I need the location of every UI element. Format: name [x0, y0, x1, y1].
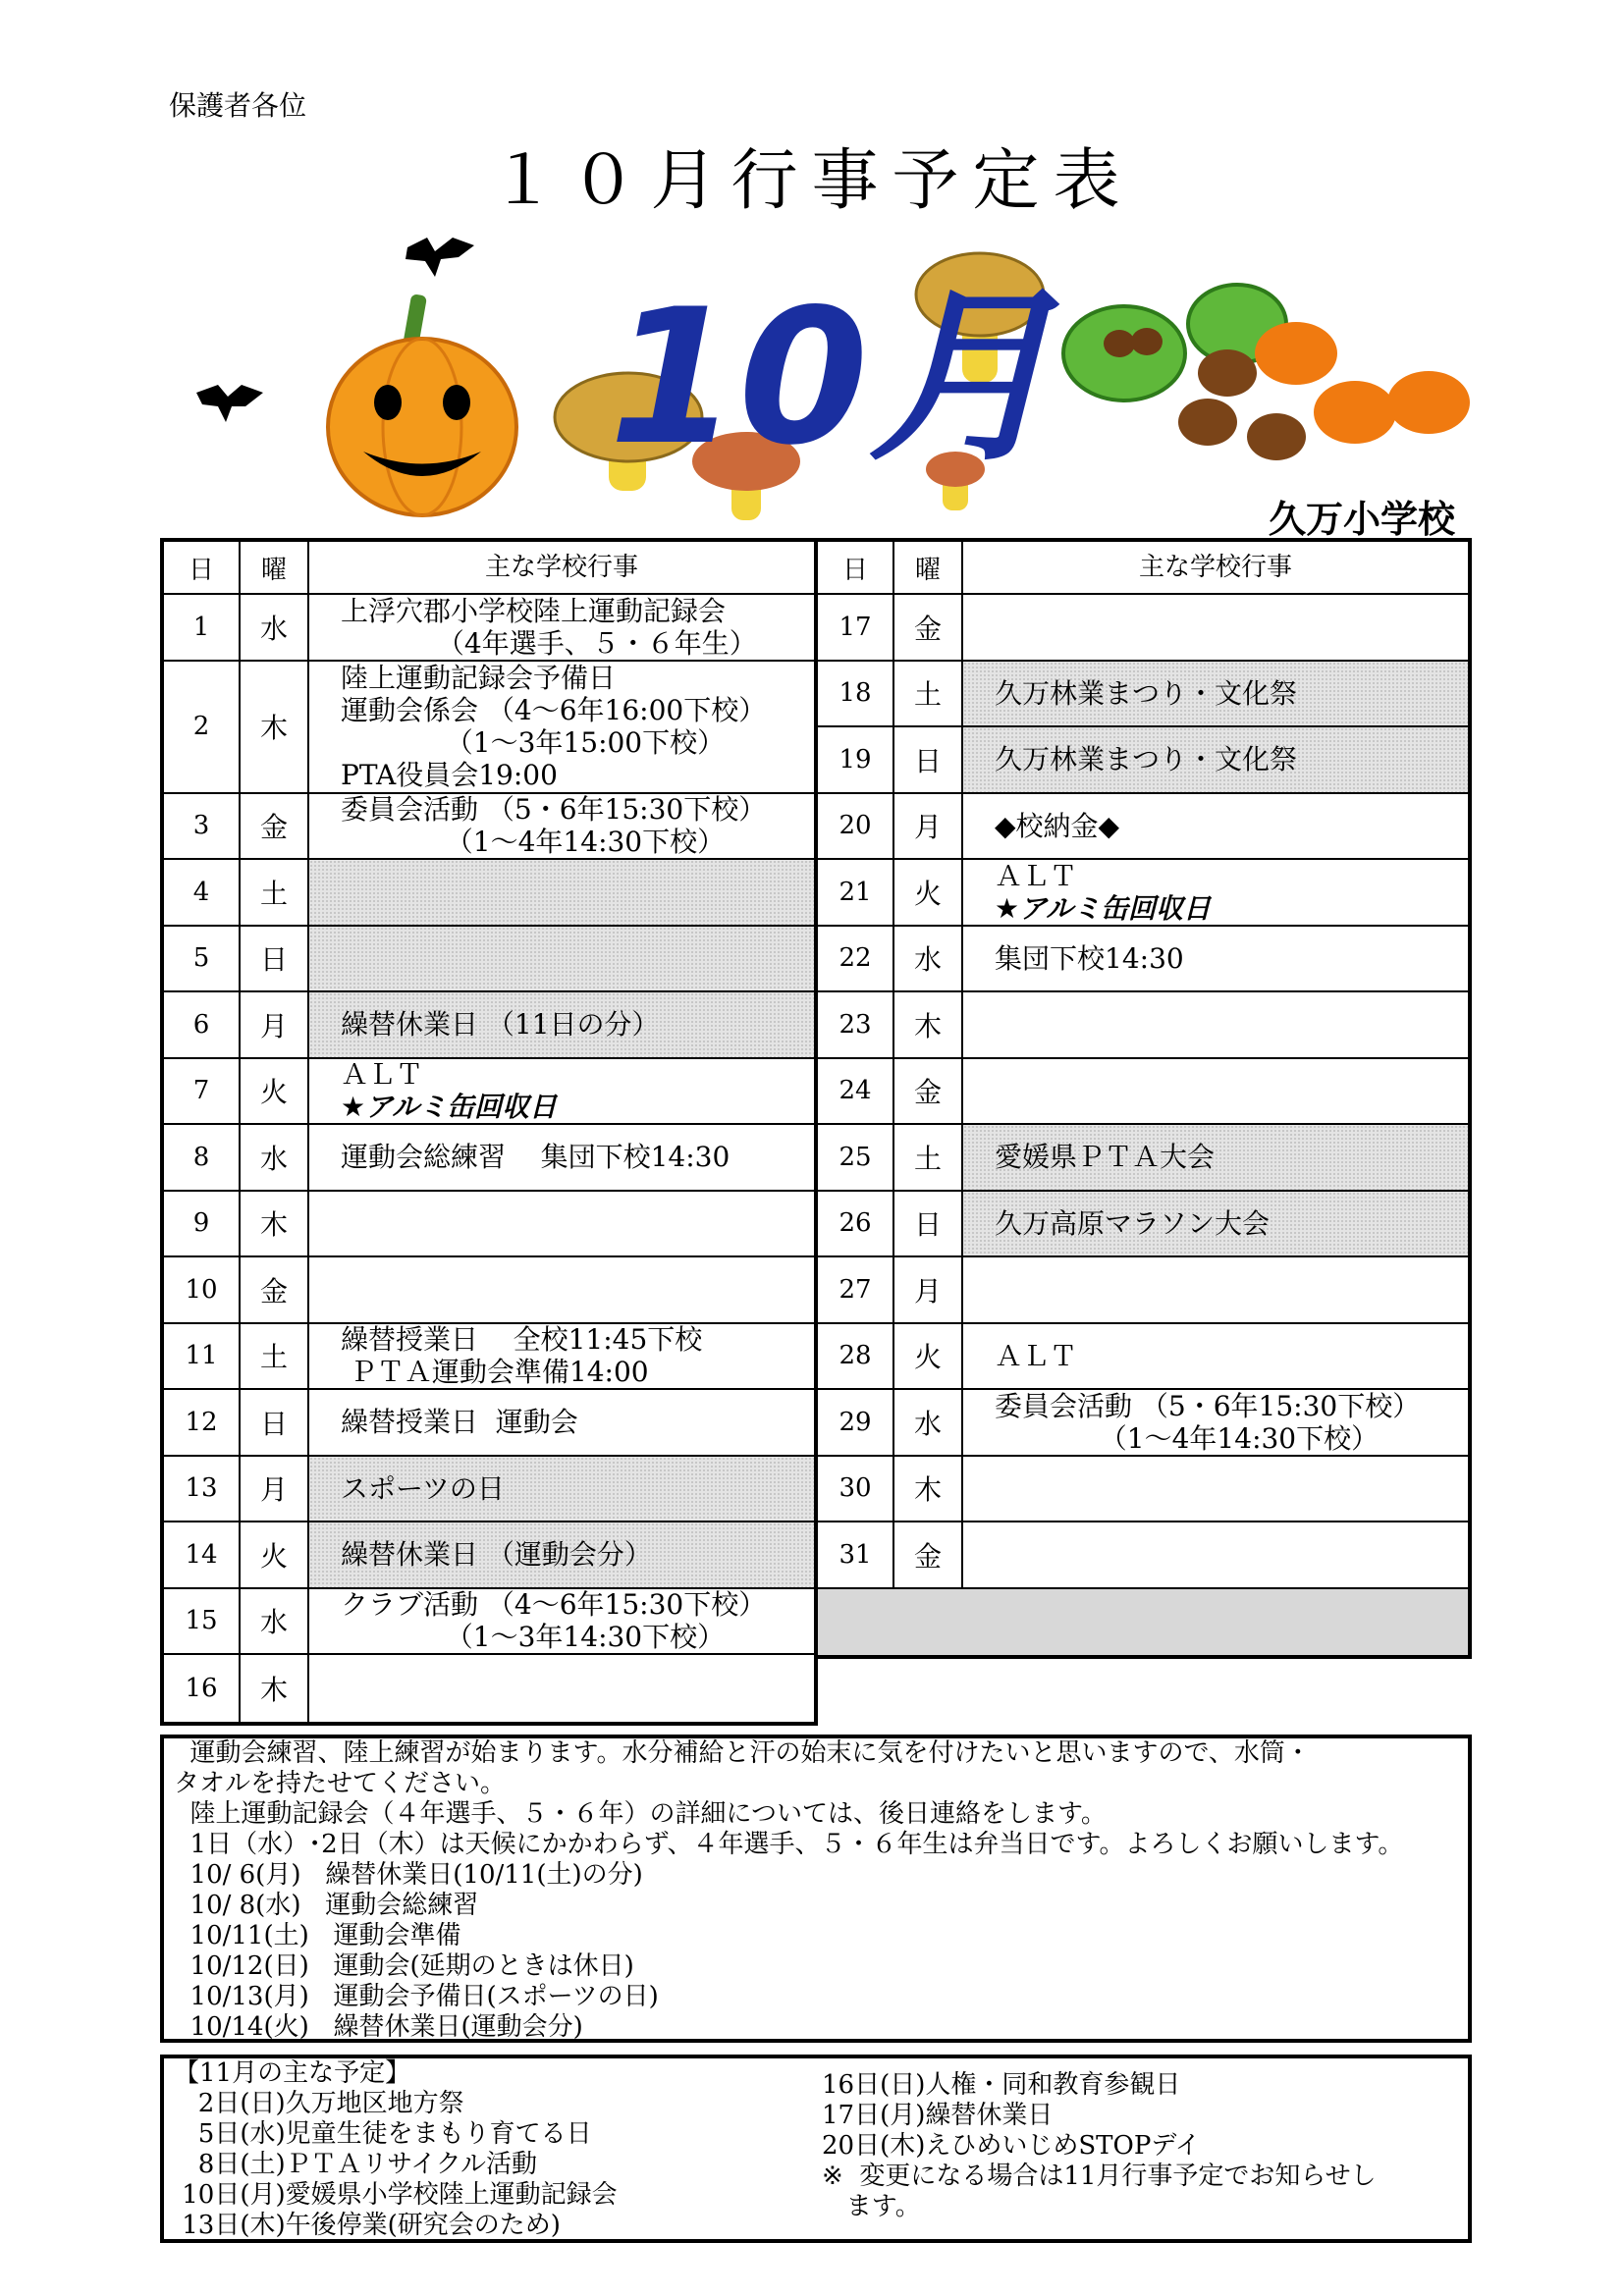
- november-list-left: 【11月の主な予定】 2日(日)久万地区地方祭 5日(水)児童生徒をまもり育てる日 8日(土)ＰＴＡリサイクル活動 10日(月)愛媛県小学校陸上運動記録会 13日(木)午後停業(研究会のため): [174, 2058, 618, 2240]
- table-row: [164, 1589, 814, 1656]
- event-cell: [309, 1522, 814, 1587]
- weekday-cell: 水: [241, 1589, 309, 1654]
- event-cell: [963, 727, 1468, 792]
- table-row: [164, 794, 814, 861]
- day-cell: 12: [164, 1390, 241, 1455]
- table-row: [818, 1324, 1468, 1391]
- event-cell: [963, 1390, 1468, 1455]
- weekday-cell: 水: [894, 1390, 963, 1455]
- day-cell: 22: [818, 927, 894, 991]
- event-cell: [963, 1125, 1468, 1190]
- day-cell: 5: [164, 927, 241, 991]
- header-weekday: 曜: [894, 542, 963, 593]
- event-text: ＡＬＴ: [995, 1339, 1078, 1372]
- event-highlight: ★アルミ缶回収日: [341, 1091, 557, 1124]
- table-header: [818, 542, 1468, 595]
- event-cell: [309, 1457, 814, 1522]
- event-cell: [963, 1257, 1468, 1322]
- day-cell: 21: [818, 860, 894, 925]
- weekday-cell: 日: [241, 1390, 309, 1455]
- weekday-cell: 金: [894, 1059, 963, 1124]
- weekday-cell: 木: [241, 1655, 309, 1722]
- event-cell: [963, 1192, 1468, 1256]
- table-row: [164, 860, 814, 927]
- november-schedule-box: [160, 2055, 1472, 2243]
- table-row: [164, 1390, 814, 1457]
- table-row: [818, 992, 1468, 1059]
- weekday-cell: 金: [894, 1522, 963, 1587]
- day-cell: 7: [164, 1059, 241, 1124]
- event-text: 久万林業まつり・文化祭: [995, 743, 1298, 776]
- table-row: [164, 1655, 814, 1722]
- header-day: 日: [818, 542, 894, 593]
- table-row: [818, 595, 1468, 662]
- event-cell: [309, 1192, 814, 1256]
- event-text: 委員会活動 （5・6年15:30下校） （1～4年14:30下校）: [995, 1389, 1421, 1455]
- event-cell: [309, 992, 814, 1057]
- day-cell: 24: [818, 1059, 894, 1124]
- event-cell: [963, 1059, 1468, 1124]
- event-cell: [309, 794, 814, 859]
- event-cell: [309, 1589, 814, 1654]
- event-text: 繰替授業日 運動会: [341, 1406, 578, 1439]
- table-row: [818, 860, 1468, 927]
- event-cell: [309, 1257, 814, 1322]
- weekday-cell: 水: [241, 1125, 309, 1190]
- event-cell: [309, 927, 814, 991]
- weekday-cell: 土: [894, 1125, 963, 1190]
- november-list-right: 16日(日)人権・同和教育参観日 17日(月)繰替休業日 20日(木)えひめいじめSTOPデイ ※ 変更になる場合は11月行事予定でお知らせし ます。: [822, 2070, 1377, 2221]
- table-row: [818, 662, 1468, 728]
- day-cell: 19: [818, 727, 894, 792]
- table-row: [818, 1390, 1468, 1457]
- weekday-cell: 月: [894, 1257, 963, 1322]
- weekday-cell: 日: [241, 927, 309, 991]
- day-cell: 27: [818, 1257, 894, 1322]
- table-row: [164, 992, 814, 1059]
- header-event: 主な学校行事: [484, 552, 638, 582]
- day-cell: 13: [164, 1457, 241, 1522]
- day-cell: 9: [164, 1192, 241, 1256]
- weekday-cell: 木: [894, 992, 963, 1057]
- weekday-cell: 火: [241, 1059, 309, 1124]
- weekday-cell: 水: [241, 595, 309, 660]
- table-row: [164, 1324, 814, 1391]
- day-cell: 17: [818, 595, 894, 660]
- weekday-cell: 月: [241, 992, 309, 1057]
- weekday-cell: 日: [894, 727, 963, 792]
- weekday-cell: 月: [894, 794, 963, 859]
- table-row: [818, 1257, 1468, 1324]
- event-cell: [309, 1324, 814, 1389]
- day-cell: 28: [818, 1324, 894, 1389]
- day-cell: 14: [164, 1522, 241, 1587]
- table-row: [164, 1125, 814, 1192]
- weekday-cell: 木: [241, 1192, 309, 1256]
- event-cell: [309, 860, 814, 925]
- event-text: クラブ活動 （4～6年15:30下校） （1～3年14:30下校）: [341, 1588, 767, 1654]
- event-cell: [963, 992, 1468, 1057]
- day-cell: 1: [164, 595, 241, 660]
- event-text: 繰替休業日 （11日の分）: [341, 1008, 660, 1041]
- event-cell: [309, 1390, 814, 1455]
- empty-row: [818, 1589, 1468, 1656]
- day-cell: 18: [818, 662, 894, 726]
- event-highlight: ★アルミ缶回収日: [995, 891, 1211, 925]
- pumpkin-icon: [328, 294, 516, 515]
- school-name: 久万小学校: [1269, 498, 1456, 541]
- table-row: [818, 794, 1468, 861]
- event-cell: [309, 1655, 814, 1722]
- event-cell: [309, 595, 814, 660]
- weekday-cell: 金: [241, 794, 309, 859]
- event-text: スポーツの日: [341, 1471, 505, 1505]
- weekday-cell: 木: [894, 1457, 963, 1522]
- day-cell: 4: [164, 860, 241, 925]
- bat-icon: [196, 385, 263, 422]
- event-cell: [309, 662, 814, 792]
- table-row: [164, 1522, 814, 1589]
- table-header: [164, 542, 814, 595]
- event-cell: [963, 1324, 1468, 1389]
- weekday-cell: 火: [241, 1522, 309, 1587]
- table-row: [818, 1192, 1468, 1258]
- day-cell: 2: [164, 662, 241, 792]
- day-cell: 23: [818, 992, 894, 1057]
- notes-box: 運動会練習、陸上練習が始まります。水分補給と汗の始末に気を付けたいと思いますので、水筒・ タオルを持たせてください。 陸上運動記録会（４年選手、５・６年）の詳細については、後日連絡をします。 1日（水）･2日（木）は天候にかかわらず、４年選手、５・６年生は弁当日です。よろしくお願いします。 10/ 6(月) 繰替休業日(10/11(土)の分) 10/ 8(水) 運動会総練習 10/11(土) 運動会準備 10/12(日) 運動会(延期のときは休日) 10/13(月) 運動会予備日(スポーツの日) 10/14(火) 繰替休業日(運動会分): [160, 1735, 1472, 2043]
- table-row: [818, 927, 1468, 993]
- table-row: [818, 1125, 1468, 1192]
- event-cell: [963, 1457, 1468, 1522]
- schedule-table-right: [814, 538, 1472, 1659]
- table-row: [164, 1457, 814, 1523]
- header-event: 主な学校行事: [1138, 552, 1292, 582]
- weekday-cell: 月: [241, 1457, 309, 1522]
- event-cell: [309, 1125, 814, 1190]
- page-title: １０月行事予定表: [489, 142, 1134, 220]
- event-text: 久万高原マラソン大会: [995, 1206, 1271, 1240]
- weekday-cell: 木: [241, 662, 309, 792]
- day-cell: 16: [164, 1655, 241, 1722]
- header-weekday: 曜: [241, 542, 309, 593]
- event-text: ＡＬＴ: [995, 859, 1078, 892]
- table-row: [818, 1522, 1468, 1589]
- event-cell: [309, 1059, 814, 1124]
- day-cell: 30: [818, 1457, 894, 1522]
- event-text: ＡＬＴ: [341, 1058, 424, 1092]
- table-row: [164, 1192, 814, 1258]
- bat-icon: [406, 238, 474, 277]
- event-cell: [963, 595, 1468, 660]
- event-text: 委員会活動 （5・6年15:30下校） （1～4年14:30下校）: [341, 793, 767, 859]
- table-row: [164, 927, 814, 993]
- day-cell: 10: [164, 1257, 241, 1322]
- event-text: 運動会総練習 集団下校14:30: [341, 1141, 730, 1174]
- day-cell: 15: [164, 1589, 241, 1654]
- day-cell: 8: [164, 1125, 241, 1190]
- weekday-cell: 金: [894, 595, 963, 660]
- weekday-cell: 土: [894, 662, 963, 726]
- weekday-cell: 土: [241, 860, 309, 925]
- event-text: ◆校納金◆: [995, 809, 1120, 842]
- day-cell: 3: [164, 794, 241, 859]
- addressee: 保護者各位: [169, 89, 307, 122]
- event-text: 繰替休業日 （運動会分）: [341, 1538, 652, 1572]
- autumn-illustration: [187, 216, 1483, 530]
- event-text: 愛媛県ＰＴＡ大会: [995, 1141, 1216, 1174]
- day-cell: 11: [164, 1324, 241, 1389]
- table-row: [818, 1457, 1468, 1523]
- weekday-cell: 水: [894, 927, 963, 991]
- event-cell: [963, 1522, 1468, 1587]
- table-row: [164, 595, 814, 662]
- event-text: 上浮穴郡小学校陸上運動記録会 （4年選手、５・６年生）: [341, 594, 757, 660]
- table-row: [818, 1059, 1468, 1126]
- table-row: [164, 1059, 814, 1126]
- day-cell: 26: [818, 1192, 894, 1256]
- table-row: [818, 727, 1468, 794]
- day-cell: 31: [818, 1522, 894, 1587]
- table-row: [164, 662, 814, 794]
- day-cell: 29: [818, 1390, 894, 1455]
- event-cell: [963, 662, 1468, 726]
- weekday-cell: 火: [894, 860, 963, 925]
- event-text: 集団下校14:30: [995, 941, 1184, 975]
- event-cell: [963, 927, 1468, 991]
- day-cell: 25: [818, 1125, 894, 1190]
- day-cell: 6: [164, 992, 241, 1057]
- weekday-cell: 土: [241, 1324, 309, 1389]
- event-cell: [963, 860, 1468, 925]
- weekday-cell: 火: [894, 1324, 963, 1389]
- schedule-table-left: [160, 538, 818, 1726]
- event-text: 陸上運動記録会予備日 運動会係会 （4～6年16:00下校） （1～3年15:00下校） PTA役員会19:00: [341, 662, 767, 791]
- day-cell: 20: [818, 794, 894, 859]
- header-day: 日: [164, 542, 241, 593]
- event-text: 久万林業まつり・文化祭: [995, 676, 1298, 710]
- month-graphic: 10月: [609, 269, 1055, 486]
- weekday-cell: 金: [241, 1257, 309, 1322]
- weekday-cell: 日: [894, 1192, 963, 1256]
- event-text: 繰替授業日 全校11:45下校 ＰＴＡ運動会準備14:00: [341, 1323, 703, 1389]
- table-row: [164, 1257, 814, 1324]
- event-cell: [963, 794, 1468, 859]
